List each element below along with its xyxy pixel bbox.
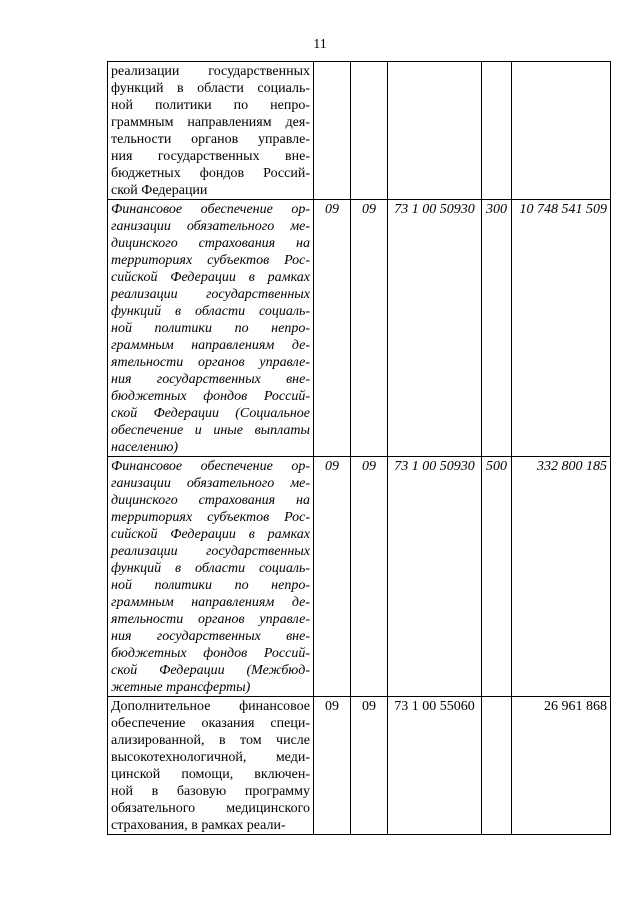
table-body <box>108 62 611 835</box>
row-amount: 26 961 868 <box>512 697 611 835</box>
description-line: ной политики по непро- <box>111 578 310 593</box>
row-target-article-code <box>388 62 482 200</box>
description-line: ной политики по непро- <box>111 98 310 113</box>
table-row <box>108 457 611 697</box>
description-line: граммным направлениям де- <box>111 595 310 610</box>
row-description <box>108 457 314 697</box>
description-line: ганизации обязательного ме- <box>111 219 310 234</box>
description-line: дицинского страхования на <box>111 493 310 508</box>
description-line: ния государственных вне- <box>111 149 310 164</box>
description-line: граммным направлениям дея- <box>111 115 310 130</box>
description-line: жетные трансферты) <box>111 680 251 695</box>
description-line: обеспечение и иные выплаты <box>111 423 310 438</box>
row-expense-type-code <box>482 697 512 835</box>
table-row <box>108 697 611 835</box>
row-description <box>108 62 314 200</box>
description-line: бюджетных фондов Россий- <box>111 389 310 404</box>
description-line: граммным направлениям де- <box>111 338 310 353</box>
description-line: дицинского страхования на <box>111 236 310 251</box>
row-description <box>108 697 314 835</box>
row-section-code: 09 <box>314 457 351 697</box>
description-line: сийской Федерации в рамках <box>111 527 310 542</box>
description-line: сийской Федерации в рамках <box>111 270 310 285</box>
description-line: ния государственных вне- <box>111 372 310 387</box>
description-line: населению) <box>111 440 178 455</box>
row-subsection-code: 09 <box>351 457 388 697</box>
description-line: ганизации обязательного ме- <box>111 476 310 491</box>
description-line: бюджетных фондов Россий- <box>111 166 310 181</box>
description-line: ятельности органов управле- <box>111 355 310 370</box>
description-line: цинской помощи, включен- <box>111 767 310 782</box>
description-line: ской Федерации (Социальное <box>111 406 310 421</box>
description-line: ализированной, в том числе <box>111 733 310 748</box>
description-line: функций в области социаль- <box>111 304 310 319</box>
description-line: ской Федерации <box>111 183 208 198</box>
description-line: ной политики по непро- <box>111 321 310 336</box>
row-section-code <box>314 62 351 200</box>
row-target-article-code: 73 1 00 50930 <box>388 200 482 457</box>
description-line: Дополнительное финансовое <box>111 699 310 714</box>
description-line: страхования, в рамках реали- <box>111 818 286 833</box>
row-section-code: 09 <box>314 200 351 457</box>
description-line: Финансовое обеспечение ор- <box>111 202 310 217</box>
row-subsection-code <box>351 62 388 200</box>
description-line: реализации государственных <box>111 544 310 559</box>
description-line: ятельности органов управле- <box>111 612 310 627</box>
row-target-article-code: 73 1 00 55060 <box>388 697 482 835</box>
row-expense-type-code <box>482 62 512 200</box>
description-line: ной в базовую программу <box>111 784 310 799</box>
row-amount: 10 748 541 509 <box>512 200 611 457</box>
description-line: функций в области социаль- <box>111 561 310 576</box>
row-target-article-code: 73 1 00 50930 <box>388 457 482 697</box>
description-line: реализации государственных <box>111 64 310 79</box>
description-line: обеспечение оказания специ- <box>111 716 310 731</box>
table-row <box>108 200 611 457</box>
description-line: бюджетных фондов Россий- <box>111 646 310 661</box>
table-row <box>108 62 611 200</box>
description-line: ской Федерации (Межбюд- <box>111 663 310 678</box>
description-line: высокотехнологичной, меди- <box>111 750 310 765</box>
row-expense-type-code: 500 <box>482 457 512 697</box>
row-expense-type-code: 300 <box>482 200 512 457</box>
description-line: территориях субъектов Рос- <box>111 510 310 525</box>
row-amount: 332 800 185 <box>512 457 611 697</box>
description-line: обязательного медицинского <box>111 801 310 816</box>
row-subsection-code: 09 <box>351 697 388 835</box>
row-subsection-code: 09 <box>351 200 388 457</box>
description-line: тельности органов управле- <box>111 132 310 147</box>
budget-table <box>107 61 611 835</box>
row-section-code: 09 <box>314 697 351 835</box>
description-line: Финансовое обеспечение ор- <box>111 459 310 474</box>
row-amount <box>512 62 611 200</box>
row-description <box>108 200 314 457</box>
description-line: территориях субъектов Рос- <box>111 253 310 268</box>
page-number: 11 <box>313 37 327 52</box>
description-line: ния государственных вне- <box>111 629 310 644</box>
description-line: функций в области социаль- <box>111 81 310 96</box>
description-line: реализации государственных <box>111 287 310 302</box>
